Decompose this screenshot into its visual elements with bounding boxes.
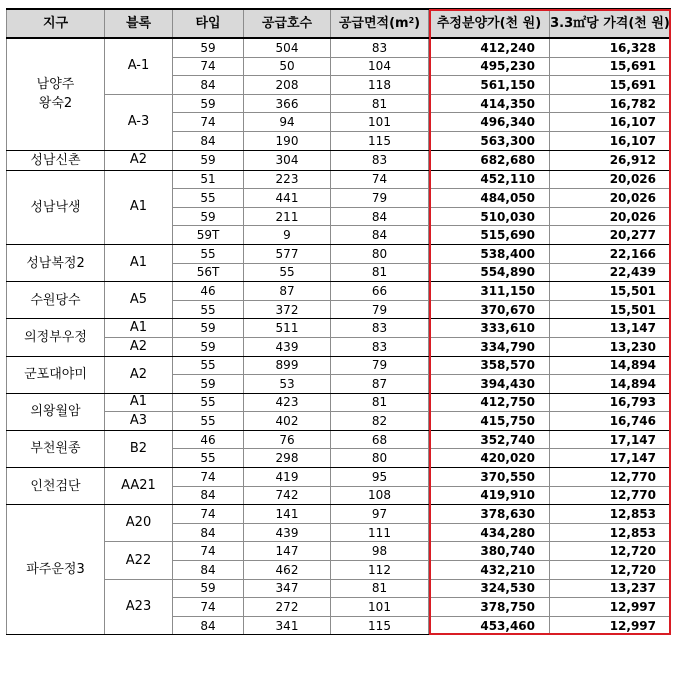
price-cell: 415,750 (429, 412, 550, 431)
type-cell: 84 (173, 561, 244, 580)
per-pyeong-cell: 20,026 (550, 170, 671, 189)
units-cell: 9 (244, 226, 331, 245)
units-cell: 423 (244, 393, 331, 412)
table-row (7, 430, 671, 449)
units-cell: 190 (244, 131, 331, 150)
per-pyeong-cell: 16,328 (550, 38, 671, 57)
units-cell: 439 (244, 523, 331, 542)
header-price: 추정분양가(천 원) (429, 9, 550, 38)
units-cell: 742 (244, 486, 331, 505)
area-cell: 118 (331, 76, 429, 95)
units-cell: 419 (244, 468, 331, 487)
price-cell: 561,150 (429, 76, 550, 95)
area-cell: 112 (331, 561, 429, 580)
per-pyeong-cell: 14,894 (550, 375, 671, 394)
area-cell: 79 (331, 189, 429, 208)
area-cell: 79 (331, 356, 429, 375)
table-row (7, 337, 671, 356)
type-cell: 84 (173, 76, 244, 95)
price-cell: 419,910 (429, 486, 550, 505)
type-cell: 74 (173, 542, 244, 561)
area-cell: 98 (331, 542, 429, 561)
price-cell: 370,550 (429, 468, 550, 487)
table-row (7, 170, 671, 189)
per-pyeong-cell: 15,501 (550, 300, 671, 319)
district-cell: 인천검단 (7, 468, 105, 505)
units-cell: 141 (244, 505, 331, 524)
area-cell: 80 (331, 244, 429, 263)
price-cell: 510,030 (429, 207, 550, 226)
price-cell: 370,670 (429, 300, 550, 319)
area-cell: 66 (331, 282, 429, 301)
area-cell: 87 (331, 375, 429, 394)
area-cell: 68 (331, 430, 429, 449)
per-pyeong-cell: 17,147 (550, 430, 671, 449)
units-cell: 347 (244, 579, 331, 598)
district-cell: 의정부우정 (7, 319, 105, 356)
per-pyeong-cell: 12,720 (550, 542, 671, 561)
price-cell: 324,530 (429, 579, 550, 598)
price-cell: 414,350 (429, 94, 550, 113)
area-cell: 80 (331, 449, 429, 468)
header-area (331, 9, 429, 38)
per-pyeong-cell: 12,853 (550, 505, 671, 524)
per-pyeong-cell: 22,166 (550, 244, 671, 263)
units-cell: 76 (244, 430, 331, 449)
table-row (7, 150, 671, 170)
price-cell: 420,020 (429, 449, 550, 468)
price-cell: 358,570 (429, 356, 550, 375)
units-cell: 402 (244, 412, 331, 431)
units-cell: 147 (244, 542, 331, 561)
table-row (7, 505, 671, 524)
area-cell: 95 (331, 468, 429, 487)
area-cell: 97 (331, 505, 429, 524)
block-cell: A2 (105, 150, 173, 170)
type-cell: 74 (173, 57, 244, 76)
price-cell: 432,210 (429, 561, 550, 580)
table-row (7, 38, 671, 57)
units-cell: 50 (244, 57, 331, 76)
price-table-wrapper (6, 8, 671, 635)
type-cell: 59 (173, 38, 244, 57)
area-cell: 84 (331, 207, 429, 226)
table-row (7, 94, 671, 113)
per-pyeong-cell: 15,691 (550, 76, 671, 95)
area-cell: 83 (331, 337, 429, 356)
block-cell: A3 (105, 412, 173, 431)
area-cell: 111 (331, 523, 429, 542)
type-cell: 74 (173, 598, 244, 617)
units-cell: 504 (244, 38, 331, 57)
type-cell: 55 (173, 244, 244, 263)
header-area-sup: 2 (408, 15, 415, 25)
per-pyeong-cell: 16,782 (550, 94, 671, 113)
price-cell: 334,790 (429, 337, 550, 356)
block-cell: A1 (105, 393, 173, 412)
per-pyeong-cell: 17,147 (550, 449, 671, 468)
table-row (7, 356, 671, 375)
units-cell: 223 (244, 170, 331, 189)
units-cell: 439 (244, 337, 331, 356)
area-cell: 81 (331, 263, 429, 282)
type-cell: 56T (173, 263, 244, 282)
per-pyeong-cell: 12,997 (550, 598, 671, 617)
price-cell: 352,740 (429, 430, 550, 449)
per-pyeong-cell: 13,147 (550, 319, 671, 338)
units-cell: 511 (244, 319, 331, 338)
per-pyeong-cell: 20,277 (550, 226, 671, 245)
per-pyeong-cell: 12,770 (550, 468, 671, 487)
type-cell: 74 (173, 505, 244, 524)
price-cell: 378,630 (429, 505, 550, 524)
price-cell: 496,340 (429, 113, 550, 132)
type-cell: 74 (173, 113, 244, 132)
units-cell: 462 (244, 561, 331, 580)
type-cell: 74 (173, 468, 244, 487)
area-cell: 83 (331, 319, 429, 338)
units-cell: 366 (244, 94, 331, 113)
block-cell: A-3 (105, 94, 173, 150)
area-cell: 81 (331, 393, 429, 412)
block-cell: AA21 (105, 468, 173, 505)
header-type: 타입 (173, 9, 244, 38)
block-cell: B2 (105, 430, 173, 467)
type-cell: 84 (173, 523, 244, 542)
header-area-close: ) (414, 15, 421, 31)
per-pyeong-cell: 26,912 (550, 150, 671, 170)
type-cell: 59 (173, 375, 244, 394)
block-cell: A1 (105, 170, 173, 244)
per-pyeong-cell: 14,894 (550, 356, 671, 375)
district-cell: 성남복정2 (7, 244, 105, 281)
block-cell: A-1 (105, 38, 173, 94)
area-cell: 83 (331, 150, 429, 170)
district-cell: 성남신촌 (7, 150, 105, 170)
area-cell: 108 (331, 486, 429, 505)
per-pyeong-cell: 15,691 (550, 57, 671, 76)
units-cell: 53 (244, 375, 331, 394)
per-pyeong-cell: 12,770 (550, 486, 671, 505)
per-pyeong-cell: 12,720 (550, 561, 671, 580)
header-area-text: 공급면적(m (338, 15, 409, 31)
type-cell: 84 (173, 486, 244, 505)
block-cell: A2 (105, 337, 173, 356)
type-cell: 59 (173, 337, 244, 356)
district-cell: 성남낙생 (7, 170, 105, 244)
units-cell: 899 (244, 356, 331, 375)
type-cell: 59 (173, 319, 244, 338)
per-pyeong-cell: 22,439 (550, 263, 671, 282)
district-cell: 군포대야미 (7, 356, 105, 393)
table-body (7, 38, 671, 635)
area-cell: 104 (331, 57, 429, 76)
price-cell: 394,430 (429, 375, 550, 394)
block-cell: A20 (105, 505, 173, 542)
area-cell: 115 (331, 131, 429, 150)
units-cell: 272 (244, 598, 331, 617)
table-row (7, 244, 671, 263)
table-row (7, 319, 671, 338)
type-cell: 59 (173, 579, 244, 598)
price-cell: 515,690 (429, 226, 550, 245)
per-pyeong-cell: 20,026 (550, 207, 671, 226)
area-cell: 84 (331, 226, 429, 245)
type-cell: 55 (173, 412, 244, 431)
area-cell: 79 (331, 300, 429, 319)
per-pyeong-cell: 16,746 (550, 412, 671, 431)
table-row (7, 579, 671, 598)
block-cell: A5 (105, 282, 173, 319)
area-cell: 101 (331, 598, 429, 617)
price-cell: 378,750 (429, 598, 550, 617)
type-cell: 46 (173, 430, 244, 449)
type-cell: 59T (173, 226, 244, 245)
district-cell: 수원당수 (7, 282, 105, 319)
type-cell: 59 (173, 207, 244, 226)
price-cell: 484,050 (429, 189, 550, 208)
type-cell: 59 (173, 94, 244, 113)
units-cell: 372 (244, 300, 331, 319)
units-cell: 341 (244, 616, 331, 635)
table-row (7, 542, 671, 561)
district-cell: 파주운정3 (7, 505, 105, 635)
area-cell: 81 (331, 579, 429, 598)
price-cell: 453,460 (429, 616, 550, 635)
type-cell: 55 (173, 393, 244, 412)
table-row (7, 468, 671, 487)
area-cell: 74 (331, 170, 429, 189)
price-cell: 452,110 (429, 170, 550, 189)
per-pyeong-cell: 20,026 (550, 189, 671, 208)
block-cell: A23 (105, 579, 173, 635)
per-pyeong-cell: 16,107 (550, 131, 671, 150)
table-row (7, 412, 671, 431)
header-row (7, 9, 671, 38)
per-pyeong-cell: 12,853 (550, 523, 671, 542)
price-cell: 412,750 (429, 393, 550, 412)
price-cell: 495,230 (429, 57, 550, 76)
district-cell: 의왕월암 (7, 393, 105, 430)
units-cell: 304 (244, 150, 331, 170)
table-row (7, 282, 671, 301)
price-cell: 682,680 (429, 150, 550, 170)
price-cell: 538,400 (429, 244, 550, 263)
units-cell: 577 (244, 244, 331, 263)
header-block: 블록 (105, 9, 173, 38)
type-cell: 55 (173, 189, 244, 208)
type-cell: 51 (173, 170, 244, 189)
per-pyeong-cell: 12,997 (550, 616, 671, 635)
district-cell: 남양주 왕숙2 (7, 38, 105, 150)
area-cell: 83 (331, 38, 429, 57)
header-district: 지구 (7, 9, 105, 38)
units-cell: 94 (244, 113, 331, 132)
price-cell: 563,300 (429, 131, 550, 150)
housing-price-table (6, 8, 671, 635)
price-cell: 380,740 (429, 542, 550, 561)
price-cell: 333,610 (429, 319, 550, 338)
per-pyeong-cell: 15,501 (550, 282, 671, 301)
per-pyeong-cell: 13,230 (550, 337, 671, 356)
type-cell: 84 (173, 616, 244, 635)
price-cell: 554,890 (429, 263, 550, 282)
area-cell: 101 (331, 113, 429, 132)
header-per-pyeong: 3.3㎡당 가격(천 원) (550, 9, 671, 38)
per-pyeong-cell: 13,237 (550, 579, 671, 598)
block-cell: A2 (105, 356, 173, 393)
table-row (7, 393, 671, 412)
block-cell: A1 (105, 319, 173, 338)
type-cell: 55 (173, 300, 244, 319)
type-cell: 59 (173, 150, 244, 170)
price-cell: 311,150 (429, 282, 550, 301)
type-cell: 55 (173, 449, 244, 468)
block-cell: A22 (105, 542, 173, 579)
header-units: 공급호수 (244, 9, 331, 38)
units-cell: 55 (244, 263, 331, 282)
units-cell: 208 (244, 76, 331, 95)
units-cell: 298 (244, 449, 331, 468)
per-pyeong-cell: 16,793 (550, 393, 671, 412)
units-cell: 211 (244, 207, 331, 226)
per-pyeong-cell: 16,107 (550, 113, 671, 132)
units-cell: 441 (244, 189, 331, 208)
units-cell: 87 (244, 282, 331, 301)
price-cell: 434,280 (429, 523, 550, 542)
price-cell: 412,240 (429, 38, 550, 57)
area-cell: 82 (331, 412, 429, 431)
type-cell: 84 (173, 131, 244, 150)
area-cell: 81 (331, 94, 429, 113)
area-cell: 115 (331, 616, 429, 635)
district-cell: 부천원종 (7, 430, 105, 467)
type-cell: 46 (173, 282, 244, 301)
block-cell: A1 (105, 244, 173, 281)
type-cell: 55 (173, 356, 244, 375)
